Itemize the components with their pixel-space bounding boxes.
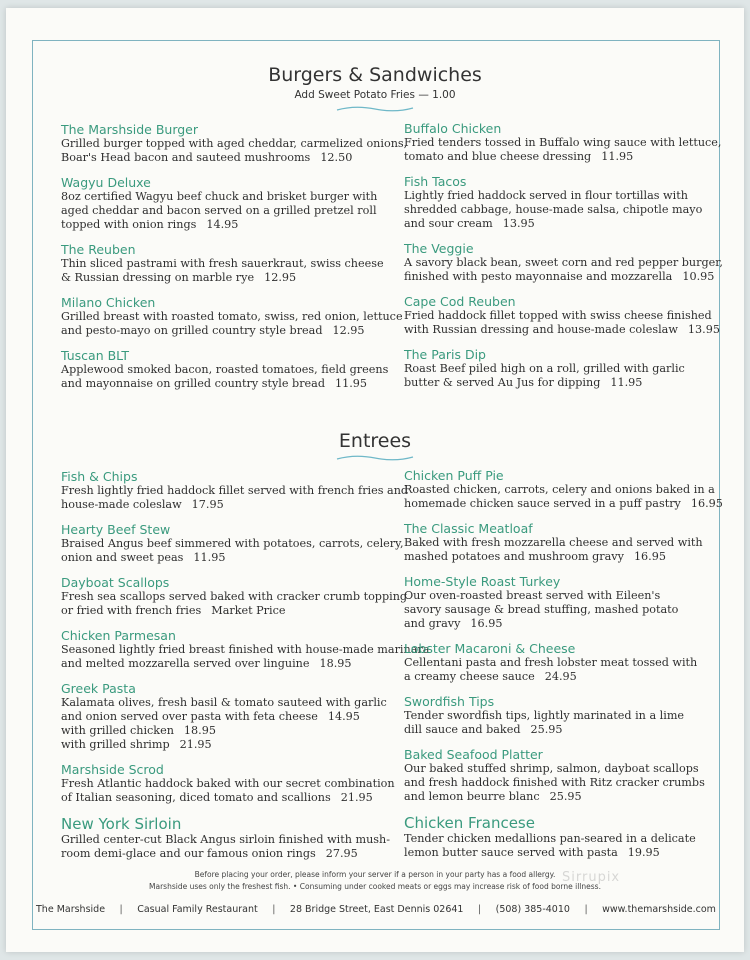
footer-address: 28 Bridge Street, East Dennis 02641 — [289, 903, 464, 915]
menu-item-home-style-roast-turkey — [404, 574, 723, 631]
item-description-text: Fresh lightly fried haddock fillet served with french fries and — [61, 484, 409, 497]
item-name: Chicken Puff Pie — [404, 468, 504, 483]
menu-item-marshside-scrod — [61, 762, 429, 805]
item-description-text: house-made coleslaw — [61, 498, 182, 511]
item-description — [404, 776, 723, 790]
item-description — [404, 362, 723, 376]
item-description — [404, 832, 723, 846]
menu-item-milano-chicken — [61, 295, 407, 338]
item-description-text: Baked with fresh mozzarella cheese and served with — [404, 536, 703, 549]
item-description-text: and onion served over pasta with feta cheese — [61, 710, 318, 723]
item-price: 11.95 — [335, 377, 368, 390]
item-description — [61, 137, 407, 151]
item-price: 25.95 — [530, 723, 563, 736]
item-description-text: Our oven-roasted breast served with Eileen's — [404, 589, 661, 602]
item-description — [61, 791, 429, 805]
item-description-text: Cellentani pasta and fresh lobster meat tossed with — [404, 656, 698, 669]
item-description-text: butter & served Au Jus for dipping — [404, 376, 601, 389]
item-description — [404, 790, 723, 804]
item-description-text: Roast Beef piled high on a roll, grilled with garlic — [404, 362, 685, 375]
item-price: 12.95 — [332, 324, 365, 337]
menu-item-buffalo-chicken — [404, 121, 723, 164]
item-description — [61, 710, 429, 724]
item-price: 21.95 — [340, 791, 373, 804]
item-description — [61, 324, 407, 338]
item-description-text: topped with onion rings — [61, 218, 197, 231]
menu-item-chicken-francese — [404, 814, 723, 860]
item-name: Chicken Parmesan — [61, 628, 176, 643]
entrees-right-column — [404, 468, 723, 860]
item-price: 11.95 — [610, 376, 643, 389]
item-description-text: & Russian dressing on marble rye — [61, 271, 255, 284]
item-name: Greek Pasta — [61, 681, 136, 696]
wave-divider-icon — [335, 453, 415, 463]
item-description — [404, 217, 723, 231]
item-description — [404, 603, 723, 617]
item-name: Cape Cod Reuben — [404, 294, 516, 309]
item-name: New York Sirloin — [61, 815, 182, 833]
item-description-text: Kalamata olives, fresh basil & tomato sauteed with garlic — [61, 696, 387, 709]
item-description — [404, 589, 723, 603]
footer-website[interactable]: www.themarshside.com — [602, 903, 716, 915]
footer-separator: | — [584, 903, 588, 915]
item-description — [61, 696, 429, 710]
item-name: Milano Chicken — [61, 295, 156, 310]
item-description-text: Fresh sea scallops served baked with cracker crumb topping — [61, 590, 408, 603]
item-description-text: Thin sliced pastrami with fresh sauerkraut, swiss cheese — [61, 257, 384, 270]
item-description — [61, 847, 429, 861]
item-price: 12.95 — [264, 271, 297, 284]
item-description-text: Lightly fried haddock served in flour tortillas with — [404, 189, 688, 202]
item-description-text: Fried tenders tossed in Buffalo wing sauce with lettuce, — [404, 136, 722, 149]
item-description-text: Applewood smoked bacon, roasted tomatoes, field greens — [61, 363, 389, 376]
item-name: Swordfish Tips — [404, 694, 495, 709]
item-description-text: A savory black bean, sweet corn and red pepper burger, — [404, 256, 723, 269]
menu-item-the-paris-dip — [404, 347, 723, 390]
menu-item-new-york-sirloin — [61, 815, 429, 861]
item-description — [61, 310, 407, 324]
menu-item-wagyu-deluxe — [61, 175, 407, 232]
item-description — [61, 643, 429, 657]
item-description — [61, 833, 429, 847]
item-price: 10.95 — [682, 270, 715, 283]
item-name: Tuscan BLT — [61, 348, 130, 363]
item-description — [404, 709, 723, 723]
item-description — [61, 363, 407, 377]
item-description-text: Boar's Head bacon and sauteed mushrooms — [61, 151, 311, 164]
item-description-text: homemade chicken sauce served in a puff pastry — [404, 497, 681, 510]
item-description — [404, 762, 723, 776]
item-description-text: and pesto-mayo on grilled country style bread — [61, 324, 323, 337]
item-name: Home-Style Roast Turkey — [404, 574, 561, 589]
item-description — [404, 550, 723, 564]
item-description-text: room demi-glace and our famous onion rings — [61, 847, 316, 860]
item-price: 16.95 — [690, 497, 723, 510]
item-description — [404, 670, 723, 684]
item-description-text: tomato and blue cheese dressing — [404, 150, 592, 163]
item-description — [404, 656, 723, 670]
watermark: Sirrupix — [562, 870, 621, 885]
item-description — [404, 376, 723, 390]
item-description-text: and gravy — [404, 617, 461, 630]
food-safety-note: Marshside uses only the freshest fish. • Consuming under cooked meats or eggs may increase risk of food borne illness. — [149, 882, 601, 891]
item-price: 25.95 — [549, 790, 582, 803]
menu-item-chicken-parmesan — [61, 628, 429, 671]
item-description — [61, 551, 429, 565]
item-description — [61, 604, 429, 618]
item-description-text: Grilled breast with roasted tomato, swiss, red onion, lettuce — [61, 310, 403, 323]
item-description-text: dill sauce and baked — [404, 723, 521, 736]
item-price: 16.95 — [470, 617, 503, 630]
footer-restaurant: The Marshside — [36, 903, 106, 915]
menu-item-the-reuben — [61, 242, 407, 285]
item-description — [404, 309, 723, 323]
menu-item-swordfish-tips — [404, 694, 723, 737]
item-description — [404, 203, 723, 217]
footer-separator: | — [119, 903, 123, 915]
menu-item-fish-and-chips — [61, 469, 429, 512]
footer-separator: | — [272, 903, 276, 915]
addon-price: 18.95 — [183, 724, 216, 737]
burgers-subtitle: Add Sweet Potato Fries — 1.00 — [294, 89, 456, 101]
item-description — [61, 257, 407, 271]
menu-item-chicken-puff-pie — [404, 468, 723, 511]
item-price: 16.95 — [633, 550, 666, 563]
item-description-text: and mayonnaise on grilled country style bread — [61, 377, 325, 390]
item-description — [404, 189, 723, 203]
item-description-text: Fresh Atlantic haddock baked with our secret combination — [61, 777, 395, 790]
item-description-text: shredded cabbage, house-made salsa, chipotle mayo — [404, 203, 703, 216]
item-description — [61, 498, 429, 512]
item-addon — [61, 738, 429, 752]
item-price: 27.95 — [325, 847, 358, 860]
item-description-text: a creamy cheese sauce — [404, 670, 535, 683]
item-name: Hearty Beef Stew — [61, 522, 171, 537]
addon-label: with grilled shrimp — [61, 738, 170, 751]
item-name: Fish Tacos — [404, 174, 467, 189]
item-price: 13.95 — [687, 323, 720, 336]
item-description — [61, 777, 429, 791]
item-price: 13.95 — [502, 217, 535, 230]
item-name: Fish & Chips — [61, 469, 138, 484]
menu-item-the-veggie — [404, 241, 723, 284]
item-description — [61, 537, 429, 551]
item-description-text: lemon butter sauce served with pasta — [404, 846, 618, 859]
item-description — [404, 723, 723, 737]
item-description — [61, 484, 429, 498]
item-description-text: onion and sweet peas — [61, 551, 184, 564]
item-price: 17.95 — [191, 498, 224, 511]
item-price: 12.50 — [320, 151, 353, 164]
item-description-text: mashed potatoes and mushroom gravy — [404, 550, 624, 563]
item-name: The Classic Meatloaf — [404, 521, 533, 536]
item-price: 14.95 — [206, 218, 239, 231]
wave-divider-icon — [335, 104, 415, 114]
item-description — [404, 270, 723, 284]
item-description — [404, 483, 723, 497]
item-description-text: Our baked stuffed shrimp, salmon, dayboat scallops — [404, 762, 699, 775]
item-name: The Veggie — [404, 241, 474, 256]
item-name: Chicken Francese — [404, 814, 535, 832]
item-description-text: Fried haddock fillet topped with swiss cheese finished — [404, 309, 712, 322]
item-price: 18.95 — [319, 657, 352, 670]
item-description-text: of Italian seasoning, diced tomato and scallions — [61, 791, 331, 804]
item-price: 11.95 — [193, 551, 226, 564]
item-name: Wagyu Deluxe — [61, 175, 151, 190]
item-description-text: and fresh haddock finished with Ritz cracker crumbs — [404, 776, 705, 789]
menu-item-cape-cod-reuben — [404, 294, 723, 337]
menu-item-lobster-macaroni-and-cheese — [404, 641, 723, 684]
item-price: 14.95 — [327, 710, 360, 723]
item-name: Baked Seafood Platter — [404, 747, 543, 762]
item-description-text: or fried with french fries — [61, 604, 202, 617]
item-price: 11.95 — [601, 150, 634, 163]
item-description — [61, 204, 407, 218]
menu-item-baked-seafood-platter — [404, 747, 723, 804]
item-name: Buffalo Chicken — [404, 121, 502, 136]
item-description — [404, 323, 723, 337]
item-description — [404, 617, 723, 631]
item-description-text: savory sausage & bread stuffing, mashed potato — [404, 603, 679, 616]
addon-label: with grilled chicken — [61, 724, 174, 737]
burgers-title: Burgers & Sandwiches — [268, 64, 482, 86]
item-description — [61, 657, 429, 671]
footer-separator: | — [477, 903, 482, 915]
item-price: Market Price — [211, 604, 286, 617]
item-description — [61, 377, 407, 391]
item-description — [61, 151, 407, 165]
footer-bar — [36, 900, 716, 918]
item-description — [61, 271, 407, 285]
item-description — [404, 497, 723, 511]
allergy-note: Before placing your order, please inform your server if a person in your party has a food allergy. — [194, 870, 556, 879]
entrees-title: Entrees — [338, 430, 412, 452]
item-description — [404, 536, 723, 550]
menu-item-fish-tacos — [404, 174, 723, 231]
item-name: The Marshside Burger — [61, 122, 199, 137]
addon-price: 21.95 — [179, 738, 212, 751]
item-addon — [61, 724, 429, 738]
item-description — [61, 590, 429, 604]
menu-item-tuscan-blt — [61, 348, 407, 391]
item-description-text: with Russian dressing and house-made coleslaw — [404, 323, 678, 336]
item-description-text: Tender swordfish tips, lightly marinated in a lime — [404, 709, 685, 722]
footer-phone: (508) 385-4010 — [495, 903, 570, 915]
item-description — [404, 256, 723, 270]
item-name: The Reuben — [61, 242, 136, 257]
menu-item-dayboat-scallops — [61, 575, 429, 618]
item-description-text: Grilled burger topped with aged cheddar, carmelized onions, — [61, 137, 408, 150]
entrees-left-column — [61, 469, 429, 861]
item-price: 24.95 — [544, 670, 577, 683]
item-description — [404, 846, 723, 860]
item-name: The Paris Dip — [404, 347, 486, 362]
item-name: Marshside Scrod — [61, 762, 164, 777]
item-description-text: 8oz certified Wagyu beef chuck and brisket burger with — [61, 190, 378, 203]
menu-item-the-marshside-burger — [61, 122, 407, 165]
item-description-text: Grilled center-cut Black Angus sirloin finished with mush- — [61, 833, 391, 846]
footer-tagline: Casual Family Restaurant — [137, 903, 258, 915]
item-description-text: and sour cream — [404, 217, 493, 230]
item-description-text: Roasted chicken, carrots, celery and onions baked in a — [404, 483, 715, 496]
item-description-text: and lemon beurre blanc — [404, 790, 540, 803]
item-description-text: Seasoned lightly fried breast finished with house-made marinara — [61, 643, 430, 656]
burgers-right-column — [404, 121, 723, 390]
item-name: Lobster Macaroni & Cheese — [404, 641, 576, 656]
item-description-text: Braised Angus beef simmered with potatoes, carrots, celery, — [61, 537, 404, 550]
item-description-text: finished with pesto mayonnaise and mozzarella — [404, 270, 673, 283]
menu-item-the-classic-meatloaf — [404, 521, 723, 564]
item-description — [61, 218, 407, 232]
item-price: 19.95 — [627, 846, 660, 859]
item-description — [404, 136, 723, 150]
item-description-text: aged cheddar and bacon served on a grilled pretzel roll — [61, 204, 377, 217]
item-description — [61, 190, 407, 204]
item-description — [404, 150, 723, 164]
menu-item-greek-pasta — [61, 681, 429, 752]
item-description-text: Tender chicken medallions pan-seared in a delicate — [404, 832, 696, 845]
item-description-text: and melted mozzarella served over linguine — [61, 657, 310, 670]
burgers-left-column — [61, 122, 407, 391]
menu-item-hearty-beef-stew — [61, 522, 429, 565]
item-name: Dayboat Scallops — [61, 575, 170, 590]
